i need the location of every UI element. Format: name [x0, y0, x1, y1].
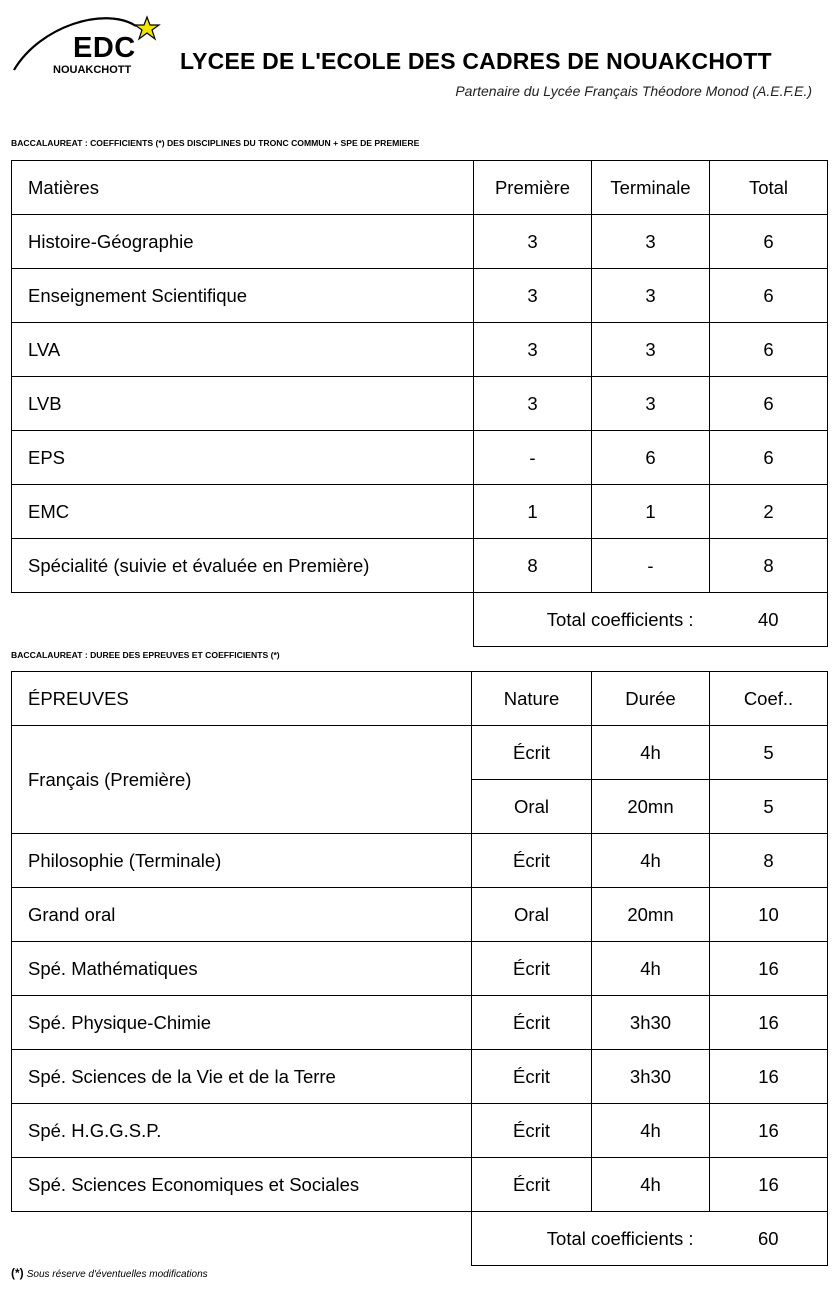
value-cell: 3 [592, 323, 710, 377]
table-row [12, 1050, 828, 1104]
value-cell: 3 [474, 215, 592, 269]
value-cell: Écrit [472, 726, 592, 780]
page-title: LYCEE DE L'ECOLE DES CADRES DE NOUAKCHOTT [180, 48, 772, 74]
value-cell: 16 [710, 1050, 828, 1104]
value-cell: 3 [592, 215, 710, 269]
header-cell: Total [710, 161, 828, 215]
value-cell: 4h [592, 834, 710, 888]
table-header-row [12, 672, 828, 726]
subject-cell: Spé. Sciences Economiques et Sociales [12, 1158, 472, 1212]
value-cell: 8 [710, 834, 828, 888]
table-row [12, 539, 828, 593]
total-value: 60 [710, 1212, 828, 1266]
edc-logo [10, 12, 162, 82]
subject-cell: Philosophie (Terminale) [12, 834, 472, 888]
value-cell: 6 [710, 215, 828, 269]
value-cell: 5 [710, 726, 828, 780]
value-cell: 6 [710, 323, 828, 377]
table-row [12, 834, 828, 888]
value-cell: 3h30 [592, 1050, 710, 1104]
table-row [12, 485, 828, 539]
total-row [12, 593, 828, 647]
value-cell: Écrit [472, 1104, 592, 1158]
coefficients-table [11, 160, 828, 647]
table-row [12, 215, 828, 269]
value-cell: - [474, 431, 592, 485]
table-row [12, 888, 828, 942]
header-cell: Durée [592, 672, 710, 726]
value-cell: 3 [592, 269, 710, 323]
total-row [12, 1212, 828, 1266]
header-cell: Première [474, 161, 592, 215]
star-icon [135, 17, 159, 39]
value-cell: 1 [474, 485, 592, 539]
value-cell: - [592, 539, 710, 593]
header-cell: Nature [472, 672, 592, 726]
value-cell: 4h [592, 1158, 710, 1212]
value-cell: 6 [710, 431, 828, 485]
value-cell: 1 [592, 485, 710, 539]
subject-cell: EPS [12, 431, 474, 485]
value-cell: Écrit [472, 1158, 592, 1212]
table-row [12, 942, 828, 996]
subject-cell: Enseignement Scientifique [12, 269, 474, 323]
subject-cell: LVA [12, 323, 474, 377]
value-cell: 3 [592, 377, 710, 431]
footnote-text: Sous réserve d'éventuelles modifications [26, 1269, 208, 1280]
subject-cell: Spé. H.G.G.S.P. [12, 1104, 472, 1158]
footnote [11, 1266, 208, 1280]
value-cell: 2 [710, 485, 828, 539]
table-row [12, 1158, 828, 1212]
logo-text: EDC [73, 32, 136, 64]
header-cell: Coef.. [710, 672, 828, 726]
logo-subtext: NOUAKCHOTT [53, 64, 132, 76]
value-cell: 5 [710, 780, 828, 834]
table-row [12, 1104, 828, 1158]
value-cell: 6 [592, 431, 710, 485]
value-cell: 16 [710, 1158, 828, 1212]
value-cell: Écrit [472, 1050, 592, 1104]
header-cell: Terminale [592, 161, 710, 215]
value-cell: 16 [710, 942, 828, 996]
value-cell: 3h30 [592, 996, 710, 1050]
value-cell: 4h [592, 726, 710, 780]
subject-cell: LVB [12, 377, 474, 431]
subject-cell: Grand oral [12, 888, 472, 942]
subject-cell: Spé. Sciences de la Vie et de la Terre [12, 1050, 472, 1104]
header-cell: Matières [12, 161, 474, 215]
subject-cell: Français (Première) [12, 726, 472, 834]
header-cell: ÉPREUVES [12, 672, 472, 726]
subject-cell: EMC [12, 485, 474, 539]
value-cell: 4h [592, 1104, 710, 1158]
value-cell: 8 [474, 539, 592, 593]
table-row [12, 431, 828, 485]
table-row [12, 323, 828, 377]
footnote-marker: (*) [11, 1266, 24, 1280]
value-cell: 3 [474, 269, 592, 323]
total-label: Total coefficients : [472, 1212, 710, 1266]
table-row [12, 269, 828, 323]
subject-cell: Histoire-Géographie [12, 215, 474, 269]
total-value: 40 [710, 593, 828, 647]
value-cell: Écrit [472, 834, 592, 888]
value-cell: 20mn [592, 780, 710, 834]
subject-cell: Spécialité (suivie et évaluée en Première) [12, 539, 474, 593]
value-cell: 20mn [592, 888, 710, 942]
value-cell: 16 [710, 996, 828, 1050]
value-cell: 6 [710, 269, 828, 323]
value-cell: 6 [710, 377, 828, 431]
table-row [12, 996, 828, 1050]
value-cell: Oral [472, 780, 592, 834]
exams-table [11, 671, 828, 1266]
table-header-row [12, 161, 828, 215]
value-cell: 3 [474, 323, 592, 377]
value-cell: 10 [710, 888, 828, 942]
table-row [12, 377, 828, 431]
table-row [12, 726, 828, 780]
value-cell: 4h [592, 942, 710, 996]
table1-caption: BACCALAUREAT : COEFFICIENTS (*) DES DISCIPLINES DU TRONC COMMUN + SPE DE PREMIERE [11, 138, 420, 148]
value-cell: Écrit [472, 942, 592, 996]
value-cell: Oral [472, 888, 592, 942]
page-subtitle: Partenaire du Lycée Français Théodore Monod (A.E.F.E.) [455, 83, 812, 99]
subject-cell: Spé. Mathématiques [12, 942, 472, 996]
value-cell: 8 [710, 539, 828, 593]
value-cell: Écrit [472, 996, 592, 1050]
total-label: Total coefficients : [474, 593, 710, 647]
subject-cell: Spé. Physique-Chimie [12, 996, 472, 1050]
table2-caption: BACCALAUREAT : DUREE DES EPREUVES ET COEFFICIENTS (*) [11, 650, 280, 660]
value-cell: 16 [710, 1104, 828, 1158]
value-cell: 3 [474, 377, 592, 431]
